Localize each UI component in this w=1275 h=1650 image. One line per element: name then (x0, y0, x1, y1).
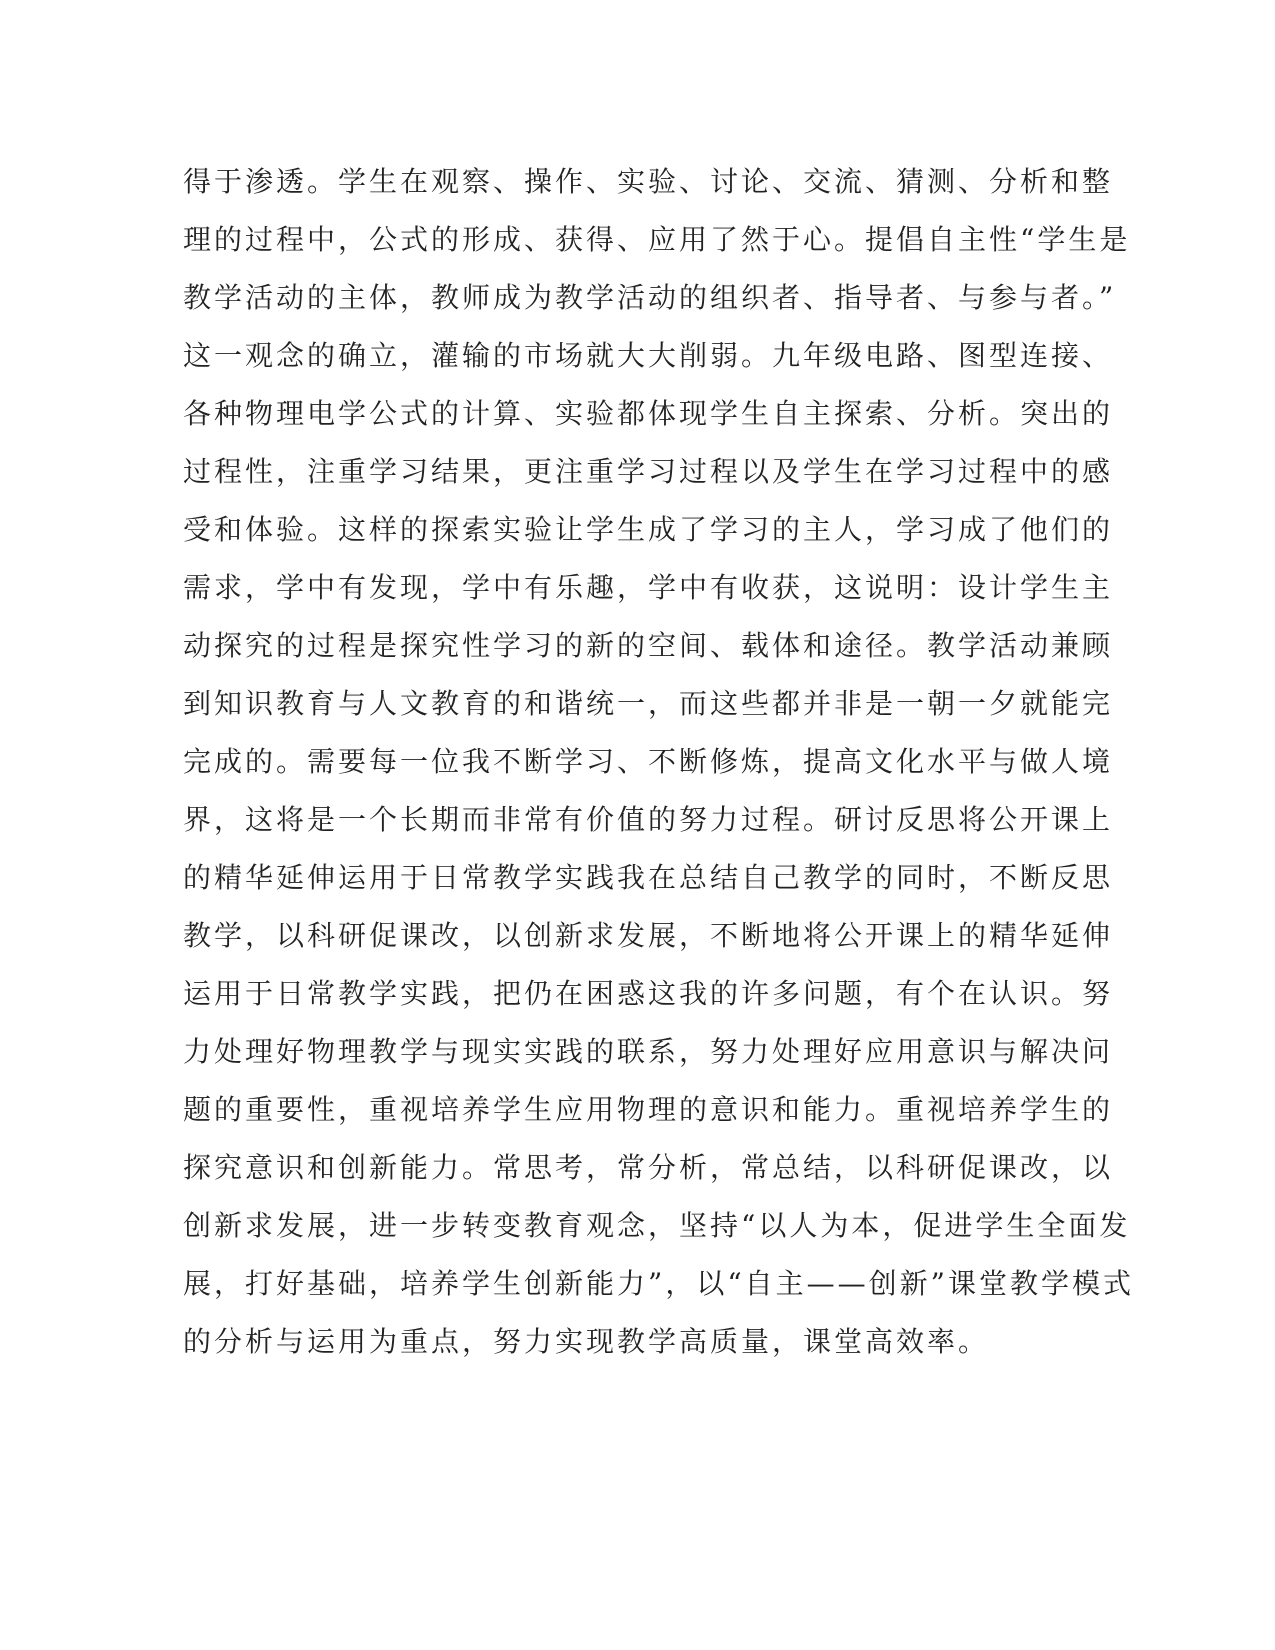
text-line: 题的重要性，重视培养学生应用物理的意识和能力。重视培养学生的 (183, 1093, 1114, 1126)
text-line: 动探究的过程是探究性学习的新的空间、载体和途径。教学活动兼顾 (183, 629, 1114, 662)
text-line: 的精华延伸运用于日常教学实践我在总结自己教学的同时，不断反思 (183, 861, 1114, 894)
text-line: 教学，以科研促课改，以创新求发展，不断地将公开课上的精华延伸 (183, 919, 1114, 952)
text-line: 这一观念的确立，灌输的市场就大大削弱。九年级电路、图型连接、 (183, 339, 1114, 372)
text-line: 教学活动的主体，教师成为教学活动的组织者、指导者、与参与者。” (183, 281, 1117, 314)
text-line: 需求，学中有发现，学中有乐趣，学中有收获，这说明：设计学生主 (183, 571, 1114, 604)
text-line: 各种物理电学公式的计算、实验都体现学生自主探索、分析。突出的 (183, 397, 1114, 430)
text-line: 力处理好物理教学与现实实践的联系，努力处理好应用意识与解决问 (183, 1035, 1114, 1068)
text-line: 受和体验。这样的探索实验让学生成了学习的主人，学习成了他们的 (183, 513, 1114, 546)
text-line: 探究意识和创新能力。常思考，常分析，常总结，以科研促课改，以 (183, 1151, 1114, 1184)
text-line: 展，打好基础，培养学生创新能力”，以“自主——创新”课堂教学模式 (183, 1267, 1134, 1300)
text-line: 界，这将是一个长期而非常有价值的努力过程。研讨反思将公开课上 (183, 803, 1114, 836)
text-line: 理的过程中，公式的形成、获得、应用了然于心。提倡自主性“学生是 (183, 223, 1131, 256)
text-line: 完成的。需要每一位我不断学习、不断修炼，提高文化水平与做人境 (183, 745, 1114, 778)
text-line: 得于渗透。学生在观察、操作、实验、讨论、交流、猜测、分析和整 (183, 165, 1114, 198)
text-line: 的分析与运用为重点，努力实现教学高质量，课堂高效率。 (183, 1325, 990, 1358)
text-line: 运用于日常教学实践，把仍在困惑这我的许多问题，有个在认识。努 (183, 977, 1114, 1010)
text-line: 到知识教育与人文教育的和谐统一，而这些都并非是一朝一夕就能完 (183, 687, 1114, 720)
text-line: 过程性，注重学习结果，更注重学习过程以及学生在学习过程中的感 (183, 455, 1114, 488)
text-line: 创新求发展，进一步转变教育观念，坚持“以人为本，促进学生全面发 (183, 1209, 1131, 1242)
body-text (183, 160, 1134, 1378)
